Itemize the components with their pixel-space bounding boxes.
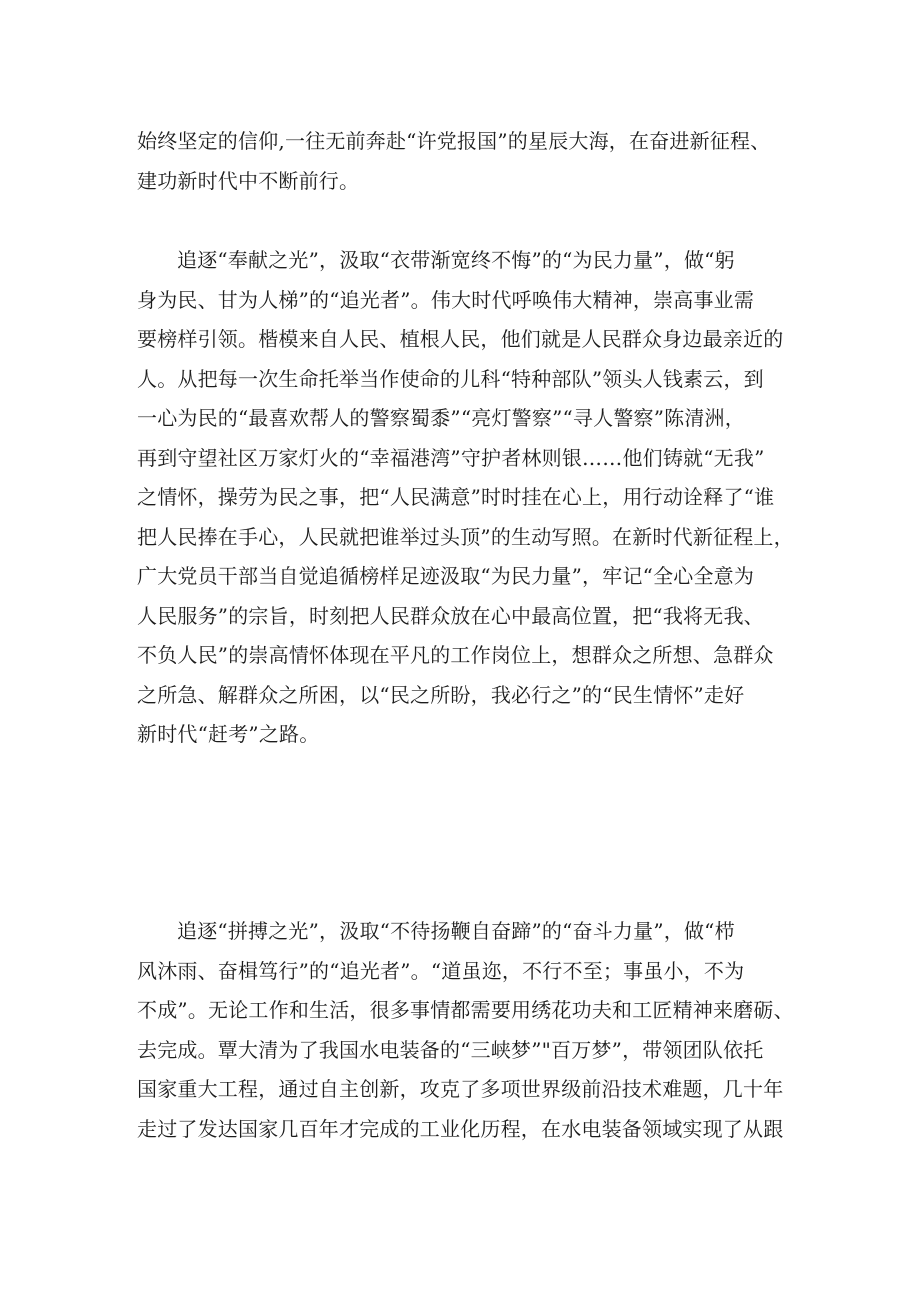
- text-line: 之所急、解群众之所困，以“民之所盼，我必行之”的“民生情怀”走好: [137, 682, 745, 707]
- text-line: 再到守望社区万家灯火的“幸福港湾”守护者林则银……他们铸就“无我”: [137, 445, 765, 470]
- text-line: 追逐“奉献之光”，汲取“衣带渐宽终不悔”的“为民力量”，做“躬: [177, 248, 735, 272]
- text-line: 新时代“赶考”之路。: [137, 722, 320, 746]
- text-line: 身为民、甘为人梯”的“追光者”。伟大时代呼唤伟大精神，崇高事业需: [137, 287, 755, 312]
- text-line: 要榜样引领。楷模来自人民、植根人民，他们就是人民群众身边最亲近的: [137, 327, 784, 351]
- text-line: 国家重大工程，通过自主创新，攻克了多项世界级前沿技术难题，几十年: [137, 1077, 784, 1101]
- text-line: 一心为民的“最喜欢帮人的警察蜀黍”“亮灯警察”“寻人警察”陈清洲，: [137, 406, 745, 430]
- text-line: 不成”。无论工作和生活，很多事情都需要用绣花功夫和工匠精神来磨砺、: [137, 998, 794, 1022]
- text-line: 追逐“拼搏之光”，汲取“不待扬鞭自奋蹄”的“奋斗力量”，做“栉: [177, 919, 735, 943]
- paragraph-2: [137, 241, 797, 755]
- text-line: 始终坚定的信仰,一往无前奔赴“许党报国”的星辰大海，在奋进新征程、: [137, 129, 771, 153]
- text-line: 不负人民”的崇高情怀体现在平凡的工作岗位上，想群众之所想、急群众: [137, 643, 774, 667]
- text-line: 去完成。覃大清为了我国水电装备的“三峡梦”"百万梦”，带领团队依托: [137, 1037, 764, 1062]
- text-line: 建功新时代中不断前行。: [137, 168, 360, 193]
- text-line: 广大党员干部当自觉追循榜样足迹汲取“为民力量”，牢记“全心全意为: [137, 564, 755, 588]
- text-line: 走过了发达国家几百年才完成的工业化历程，在水电装备领域实现了从跟: [137, 1116, 784, 1141]
- text-line: 人。从把每一次生命托举当作使命的儿科“特种部队”领头人钱素云，到: [137, 366, 764, 391]
- text-line: 人民服务”的宗旨，时刻把人民群众放在心中最高位置，把“我将无我、: [137, 603, 764, 628]
- text-line: 之情怀，操劳为民之事，把“人民满意”时时挂在心上，用行动诠释了“谁: [137, 485, 775, 509]
- text-line: 风沐雨、奋楫笃行”的“追光者”。“道虽迩，不行不至；事虽小，不为: [137, 958, 745, 983]
- paragraph-3: [137, 912, 797, 1149]
- paragraph-1: [137, 122, 797, 201]
- text-line: 把人民捧在手心，人民就把谁举过头顶”的生动写照。在新时代新征程上，: [137, 524, 794, 549]
